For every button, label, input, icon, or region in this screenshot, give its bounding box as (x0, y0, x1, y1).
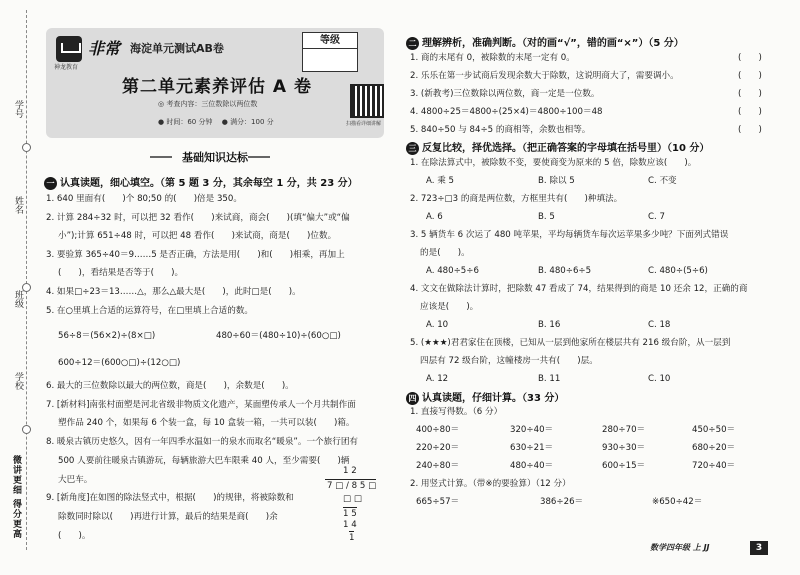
answer-parens[interactable]: ( ) (738, 53, 762, 63)
choice-option: B. 11 (538, 374, 561, 384)
time-label: 时间：60 分钟 (166, 118, 213, 126)
side-motto: 微讲更细 得分更高 (11, 455, 21, 540)
brand-subtitle: 神龙教育 (54, 64, 79, 71)
qr-caption: 扫描看详细讲解 (346, 121, 382, 127)
choice-option: B. 5 (538, 212, 555, 222)
question-line: 5. 在○里填上合适的运算符号，在□里填上合适的数。 (46, 306, 254, 316)
binding-hole-icon (22, 143, 31, 152)
calc-item: 480÷40＝ (510, 461, 554, 471)
question-line: 小”);计算 651÷48 时，可以把 48 看作( )来试商，商是( )位数。 (58, 231, 337, 241)
section-title: 理解辨析，准确判断。（对的画“√”，错的画“×”）（5 分） (422, 38, 684, 49)
choice-option: A. 480÷5÷6 (426, 266, 479, 276)
section-two-heading (406, 34, 684, 50)
choice-option: C. 10 (648, 374, 671, 384)
calc-item: 280÷70＝ (602, 425, 646, 435)
calc-item: 630÷21＝ (510, 443, 554, 453)
question-line: ( )。 (58, 531, 91, 541)
calc-item: 680÷20＝ (692, 443, 736, 453)
choice-option: A. 6 (426, 212, 443, 222)
section-title: 认真读题，细心填空。（第 5 题 3 分，其余每空 1 分，共 23 分） (60, 178, 358, 189)
choice-option: C. 480÷(5÷6) (648, 266, 708, 276)
division-remainder: 1 (349, 533, 355, 543)
page-title: 第二单元素养评估 A 卷 (122, 77, 312, 97)
section-number-badge: 四 (406, 392, 419, 405)
brand-logo-icon (56, 36, 82, 62)
choice-option: C. 7 (648, 212, 665, 222)
binding-hole-icon (22, 283, 31, 292)
question-line: 8. 暖泉古镇历史悠久，因有一年四季水温如一的泉水而取名“暖泉”。一个旅行团有 (46, 437, 359, 447)
series-title: 海淀单元测试AB卷 (130, 42, 224, 55)
cut-line (26, 10, 27, 550)
banner-text: 基础知识达标 (182, 151, 248, 164)
choice-question: 3. 5 辆货车 6 次运了 480 吨苹果，平均每辆货车每次运苹果多少吨？下面列式错误 (410, 230, 729, 240)
calc-item: 320÷40＝ (510, 425, 554, 435)
question-line: 9. [新角度]在如图的除法竖式中，根据( )的规律，将被除数和 (46, 493, 294, 503)
answer-parens[interactable]: ( ) (738, 125, 762, 135)
grade-label: 等级 (303, 33, 357, 49)
judge-item: 5. 840÷50 与 84÷5 的商相等，余数也相等。 (410, 125, 591, 135)
page-number: 3 (750, 541, 768, 555)
name-label: 姓名 (13, 196, 23, 214)
choice-option: C. 不变 (648, 176, 677, 186)
equation-line: 56÷8＝(56×2)÷(8×□) (58, 331, 156, 341)
footer-book-label: 数学四年级 上 JJ (650, 543, 710, 552)
choice-option: A. 10 (426, 320, 449, 330)
long-division-figure (325, 465, 385, 543)
division-step: 1 4 (343, 520, 357, 530)
judge-item: 1. 商的末尾有 0，被除数的末尾一定有 0。 (410, 53, 575, 63)
qr-code-icon[interactable] (350, 84, 384, 118)
clock-icon: ● (158, 118, 165, 126)
question-line: 6. 最大的三位数除以最大的两位数，商是( )，余数是( )。 (46, 381, 294, 391)
section-three-heading (406, 139, 709, 155)
calc-item: 600÷15＝ (602, 461, 646, 471)
score-label: 满分：100 分 (230, 118, 274, 126)
calc-item: ※650÷42＝ (652, 497, 703, 507)
binding-hole-icon (22, 425, 31, 434)
section-one-heading (44, 174, 358, 190)
answer-parens[interactable]: ( ) (738, 107, 762, 117)
grade-box (302, 32, 358, 72)
equation-line: 480÷60＝(480÷10)÷(60○□) (216, 331, 341, 341)
section-number-badge: 二 (406, 37, 419, 50)
section-four-heading (406, 389, 564, 405)
division-quotient: 1 2 (343, 466, 357, 476)
choice-question: 的是( )。 (420, 248, 470, 258)
school-label: 学校 (13, 372, 23, 390)
calc-item: 450÷50＝ (692, 425, 736, 435)
choice-option: C. 18 (648, 320, 671, 330)
choice-option: A. 乘 5 (426, 176, 454, 186)
division-dividend: 7 □ / 8 5 □ (327, 481, 377, 491)
calc-item: 930÷30＝ (602, 443, 646, 453)
division-step: 1 5 (343, 509, 357, 519)
division-step: □ □ (343, 494, 362, 504)
choice-question: 应该是( )。 (420, 302, 479, 312)
calc-item: 400÷80＝ (416, 425, 460, 435)
brand-name: 非常 (88, 39, 121, 58)
student-id-label: 学号 (13, 100, 23, 118)
choice-option: B. 除以 5 (538, 176, 575, 186)
choice-question: 四层有 72 级台阶，这幢楼房一共有( )层。 (420, 356, 598, 366)
right-column (402, 0, 800, 575)
exam-scope: ◎ 考查内容：三位数除以两位数 (158, 100, 258, 108)
question-line: 2. 计算 284÷32 时，可以把 32 看作( )来试商，商会( )(填“偏大”或“偏 (46, 213, 350, 223)
section-title: 认真读题，仔细计算。（33 分） (422, 393, 565, 404)
choice-question: 5. (★★★)君君家住在顶楼，已知从一层到他家所在楼层共有 216 级台阶，从一层到 (410, 338, 731, 348)
judge-item: 3. (新教考)三位数除以两位数，商一定是一位数。 (410, 89, 600, 99)
judge-item: 4. 4800÷25＝4800÷(25×4)＝4800÷100＝48 (410, 107, 603, 117)
question-line: 除数同时除以( )再进行计算，最后的结果是商( )余 (58, 512, 278, 522)
choice-option: B. 480÷6÷5 (538, 266, 592, 276)
calc-item: 240÷80＝ (416, 461, 460, 471)
calc-item: 386÷26＝ (540, 497, 584, 507)
choice-option: B. 16 (538, 320, 561, 330)
answer-parens[interactable]: ( ) (738, 89, 762, 99)
question-line: 1. 640 里面有( )个 80;50 的( )倍是 350。 (46, 194, 242, 204)
section-number-badge: 一 (44, 177, 57, 190)
binding-sidebar (0, 0, 38, 575)
score-icon: ● (214, 118, 228, 126)
sub-question: 2. 用竖式计算。（带※的要验算）（12 分） (410, 479, 571, 489)
question-line: 3. 要验算 365÷40＝9……5 是否正确，方法是用( )和( )相乘，再加上 (46, 250, 345, 260)
sub-question: 1. 直接写得数。（6 分） (410, 407, 503, 417)
choice-option: A. 12 (426, 374, 449, 384)
calc-item: 220÷20＝ (416, 443, 460, 453)
section-banner (150, 147, 270, 167)
choice-question: 1. 在除法算式中，被除数不变，要使商变为原来的 5 倍，除数应该( )。 (410, 158, 697, 168)
question-line: 4. 如果□÷23＝13……△，那么△最大是( )，此时□是( )。 (46, 287, 301, 297)
question-line: 500 人要前往暖泉古镇游玩，每辆旅游大巴车限乘 40 人，至少需要( )辆 (58, 456, 350, 466)
calc-item: 720÷40＝ (692, 461, 736, 471)
choice-question: 4. 文文在做除法计算时，把除数 47 看成了 74，结果得到的商是 10 还余 12，正确的商 (410, 284, 748, 294)
question-line: 塑作品 240 个，如果每 6 个装一盒，每 10 盒装一箱，一共可以装( )箱。 (58, 418, 355, 428)
class-label: 班级 (13, 290, 23, 308)
section-title: 反复比较，择优选择。（把正确答案的字母填在括号里）（10 分） (422, 143, 710, 154)
section-number-badge: 三 (406, 142, 419, 155)
question-line: 大巴车。 (58, 475, 93, 485)
equation-line: 600÷12＝(600○□)÷(12○□) (58, 358, 181, 368)
calc-item: 665÷57＝ (416, 497, 460, 507)
question-line: ( )，看结果是否等于( )。 (58, 268, 184, 278)
judge-item: 2. 乐乐在第一步试商后发现余数大于除数，这说明商大了，需要调小。 (410, 71, 679, 81)
answer-parens[interactable]: ( ) (738, 71, 762, 81)
question-line: 7. [新材料]南张村面塑是河北省级非物质文化遗产，某面塑传承人一个月共制作面 (46, 400, 356, 410)
choice-question: 2. 723÷□3 的商是两位数，方框里共有( )种填法。 (410, 194, 623, 204)
exam-meta (158, 117, 274, 127)
